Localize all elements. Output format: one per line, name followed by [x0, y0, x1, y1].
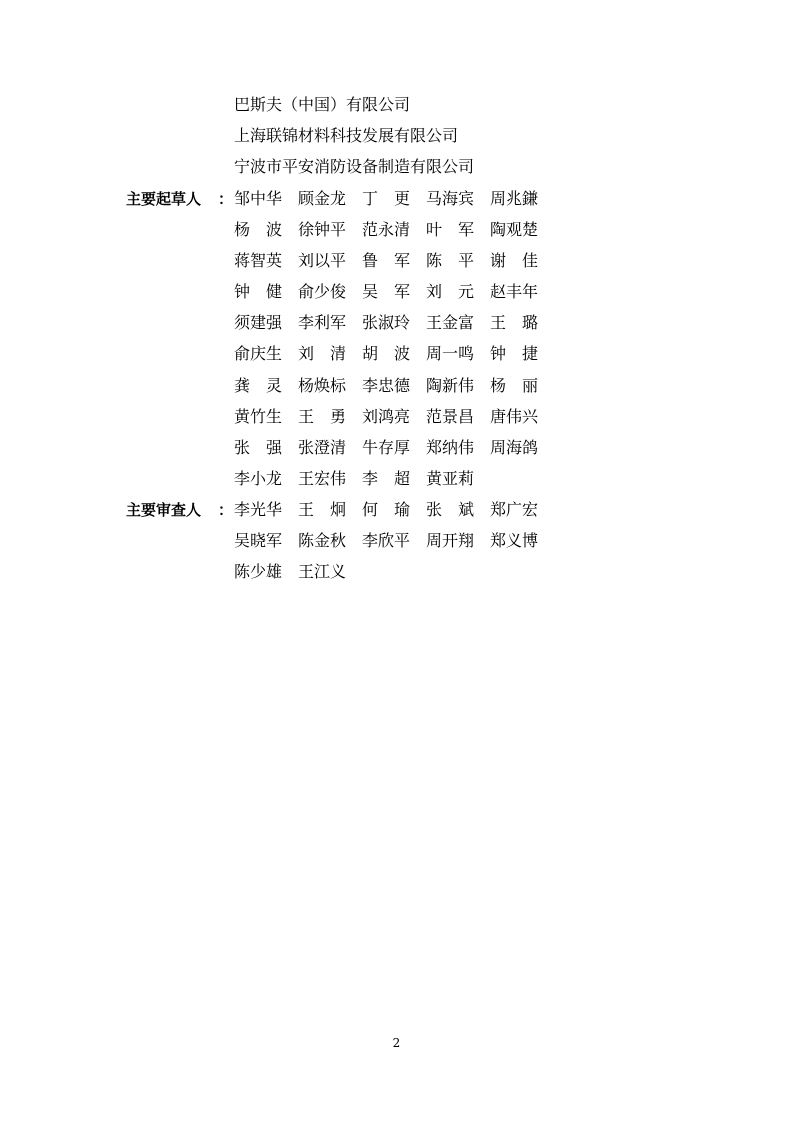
person-name: 周开翔	[426, 531, 475, 551]
company-line: 巴斯夫（中国）有限公司	[234, 95, 411, 114]
person-name: 范景昌	[426, 406, 475, 426]
person-name: 马海宾	[426, 189, 475, 208]
person-name: 王宏伟	[298, 468, 347, 488]
drafters-colon: ：	[218, 190, 234, 208]
person-name: 李小龙	[234, 468, 283, 488]
person-name: 赵丰年	[490, 282, 539, 302]
person-name: 吴晓军	[234, 531, 283, 551]
person-name: 杨 波	[234, 220, 283, 240]
person-name: 何 瑜	[362, 500, 411, 519]
person-name: 王江义	[298, 562, 347, 582]
person-name: 钟 捷	[490, 344, 539, 364]
person-name: 陶观楚	[490, 220, 539, 240]
person-name: 周海鸽	[490, 437, 539, 457]
person-name: 张 斌	[426, 500, 475, 519]
person-name: 谢 佳	[490, 251, 539, 271]
person-name: 杨 丽	[490, 375, 539, 395]
company-line: 上海联锦材料科技发展有限公司	[234, 126, 459, 145]
person-name: 徐钟平	[298, 220, 347, 240]
person-name: 刘鸿亮	[362, 406, 411, 426]
reviewers-colon: ：	[218, 501, 234, 519]
person-name: 王 炯	[298, 500, 347, 519]
person-name: 钟 健	[234, 282, 283, 302]
person-name: 丁 更	[362, 189, 411, 208]
person-name: 周一鸣	[426, 344, 475, 364]
person-name: 李 超	[362, 468, 411, 488]
person-name: 黄亚莉	[426, 468, 475, 488]
person-name: 陈 平	[426, 251, 475, 271]
person-name: 陶新伟	[426, 375, 475, 395]
person-name: 唐伟兴	[490, 406, 539, 426]
person-name: 刘 元	[426, 282, 475, 302]
person-name: 陈少雄	[234, 562, 283, 582]
person-name: 张淑玲	[362, 313, 411, 333]
person-name: 郑广宏	[490, 500, 539, 519]
drafters-label: 主要起草人	[126, 190, 202, 208]
person-name: 牛存厚	[362, 437, 411, 457]
person-name: 叶 军	[426, 220, 475, 240]
person-name: 黄竹生	[234, 406, 283, 426]
person-name: 郑义博	[490, 531, 539, 551]
person-name: 张 强	[234, 437, 283, 457]
person-name: 刘 清	[298, 344, 347, 364]
person-name: 范永清	[362, 220, 411, 240]
person-name: 顾金龙	[298, 189, 347, 208]
person-name: 邹中华	[234, 189, 283, 208]
reviewers-names	[234, 500, 554, 593]
person-name: 刘以平	[298, 251, 347, 271]
person-name: 鲁 军	[362, 251, 411, 271]
person-name: 须建强	[234, 313, 283, 333]
person-name: 俞庆生	[234, 344, 283, 364]
reviewers-label: 主要审查人	[126, 501, 202, 519]
person-name: 蒋智英	[234, 251, 283, 271]
person-name: 王 璐	[490, 313, 539, 333]
person-name: 王 勇	[298, 406, 347, 426]
person-name: 俞少俊	[298, 282, 347, 302]
person-name: 张澄清	[298, 437, 347, 457]
drafters-names	[234, 189, 554, 500]
person-name: 杨焕标	[298, 375, 347, 395]
person-name: 李利军	[298, 313, 347, 333]
person-name: 胡 波	[362, 344, 411, 364]
person-name: 郑纳伟	[426, 437, 475, 457]
person-name: 陈金秋	[298, 531, 347, 551]
person-name: 李欣平	[362, 531, 411, 551]
person-name: 龚 灵	[234, 375, 283, 395]
person-name: 李忠德	[362, 375, 411, 395]
page-number: 2	[392, 1036, 401, 1050]
company-line: 宁波市平安消防设备制造有限公司	[234, 157, 475, 176]
person-name: 吴 军	[362, 282, 411, 302]
person-name: 周兆鎌	[490, 189, 539, 208]
person-name: 李光华	[234, 500, 283, 519]
person-name: 王金富	[426, 313, 475, 333]
